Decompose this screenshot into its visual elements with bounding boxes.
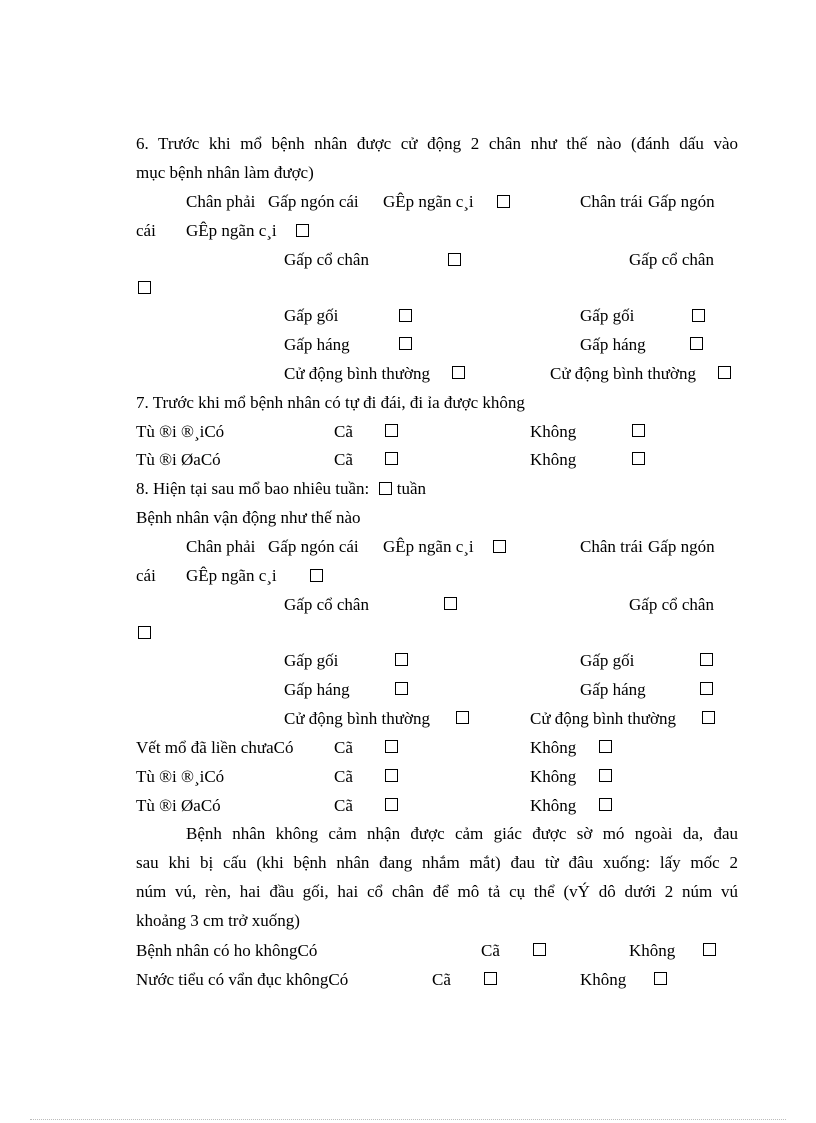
urine-no-checkbox[interactable]	[654, 972, 667, 985]
q8-weeks-unit: tuần	[396, 479, 427, 498]
q6-left-normal-label: Cử động bình thường	[550, 364, 696, 383]
sensation-line4: khoảng 3 cm trở xuống)	[136, 911, 300, 930]
post-urinate-label: Tù ®i ®¸iCó	[136, 767, 225, 786]
q6-title-line2: mục bệnh nhân làm được)	[136, 163, 314, 182]
cough-no-checkbox[interactable]	[703, 943, 716, 956]
q6-right-ankle-label: Gấp cổ chân	[284, 250, 369, 269]
q6-left-hip-checkbox[interactable]	[690, 337, 703, 350]
cough-yes-checkbox[interactable]	[533, 943, 546, 956]
q6-title-line1: 6. Trước khi mổ bệnh nhân được cử động 2 chân như thế nào (đánh dấu vào	[136, 134, 738, 153]
wound-yes-checkbox[interactable]	[385, 740, 398, 753]
q8-right-toe-flex: GÊp ngãn c¸i	[383, 537, 474, 556]
q7-defecate-yes-checkbox[interactable]	[385, 452, 398, 465]
sensation-line1: Bệnh nhân không cảm nhận được cảm giác được sờ mó ngoài da, đau	[186, 824, 738, 843]
q6-left-thumb-flex-start: Gấp ngón	[648, 192, 715, 211]
q6-right-thumb-flex: Gấp ngón cái	[268, 192, 359, 211]
sensation-line3: núm vú, rèn, hai đầu gối, hai cổ chân để mô tả cụ thể (vÝ dô dưới 2 núm vú	[136, 882, 738, 901]
urine-yes-checkbox[interactable]	[484, 972, 497, 985]
q6-right-normal-checkbox[interactable]	[452, 366, 465, 379]
q8-left-hip-label: Gấp háng	[580, 680, 646, 699]
page-bottom-divider	[30, 1119, 786, 1120]
cough-no: Không	[629, 941, 676, 960]
q8-subtitle: Bệnh nhân vận động như thế nào	[136, 508, 361, 527]
q7-title: 7. Trước khi mổ bệnh nhân có tự đi đái, đi ỉa được không	[136, 393, 525, 412]
q6-left-toe-flex: GÊp ngãn c¸i	[186, 221, 277, 240]
q8-right-normal-checkbox[interactable]	[456, 711, 469, 724]
q6-right-hip-label: Gấp háng	[284, 335, 350, 354]
q8-left-knee-label: Gấp gối	[580, 651, 635, 670]
q6-right-leg-label: Chân phải	[186, 192, 256, 211]
wound-no: Không	[530, 738, 577, 757]
post-urinate-no-checkbox[interactable]	[599, 769, 612, 782]
post-urinate-yes: Cã	[334, 767, 353, 786]
q7-urinate-no-checkbox[interactable]	[632, 424, 645, 437]
q6-left-hip-label: Gấp háng	[580, 335, 646, 354]
cough-label: Bệnh nhân có ho khôngCó	[136, 941, 318, 960]
q6-right-normal-label: Cử động bình thường	[284, 364, 430, 383]
q6-right-toe-checkbox[interactable]	[497, 195, 510, 208]
q8-title-text: 8. Hiện tại sau mổ bao nhiêu tuần:	[136, 479, 370, 498]
q6-left-leg-label: Chân trái	[580, 192, 643, 211]
q8-right-ankle-checkbox[interactable]	[444, 597, 457, 610]
q8-right-toe-checkbox[interactable]	[493, 540, 506, 553]
sensation-line2: sau khi bị cấu (khi bệnh nhân đang nhắm mắt) đau từ đâu xuống: lấy mốc 2	[136, 853, 738, 872]
post-defecate-label: Tù ®i ØaCó	[136, 796, 221, 815]
wound-yes: Cã	[334, 738, 353, 757]
wound-no-checkbox[interactable]	[599, 740, 612, 753]
q6-left-knee-label: Gấp gối	[580, 306, 635, 325]
q8-right-knee-label: Gấp gối	[284, 651, 339, 670]
post-defecate-no: Không	[530, 796, 577, 815]
q8-left-leg-label: Chân trái	[580, 537, 643, 556]
q8-left-thumb-flex-end: cái	[136, 566, 156, 585]
q6-right-knee-checkbox[interactable]	[399, 309, 412, 322]
q8-right-normal-label: Cử động bình thường	[284, 709, 430, 728]
post-defecate-no-checkbox[interactable]	[599, 798, 612, 811]
q6-left-thumb-flex-end: cái	[136, 221, 156, 240]
urine-yes: Cã	[432, 970, 451, 989]
wound-label: Vết mổ đã liền chưaCó	[136, 738, 294, 757]
q6-right-toe-flex: GÊp ngãn c¸i	[383, 192, 474, 211]
q6-left-ankle-checkbox[interactable]	[138, 281, 151, 294]
q7-urinate-no: Không	[530, 422, 577, 441]
q8-right-hip-label: Gấp háng	[284, 680, 350, 699]
q8-left-normal-label: Cử động bình thường	[530, 709, 676, 728]
q7-urinate-label: Tù ®i ®¸iCó	[136, 422, 225, 441]
q8-right-hip-checkbox[interactable]	[395, 682, 408, 695]
q8-left-ankle-checkbox[interactable]	[138, 626, 151, 639]
q6-right-hip-checkbox[interactable]	[399, 337, 412, 350]
q7-defecate-yes: Cã	[334, 450, 353, 469]
q7-defecate-label: Tù ®i ØaCó	[136, 450, 221, 469]
cough-yes: Cã	[481, 941, 500, 960]
q8-left-toe-checkbox[interactable]	[310, 569, 323, 582]
post-urinate-yes-checkbox[interactable]	[385, 769, 398, 782]
q8-left-hip-checkbox[interactable]	[700, 682, 713, 695]
q8-left-toe-flex: GÊp ngãn c¸i	[186, 566, 277, 585]
q8-left-knee-checkbox[interactable]	[700, 653, 713, 666]
q6-left-normal-checkbox[interactable]	[718, 366, 731, 379]
q6-left-toe-checkbox[interactable]	[296, 224, 309, 237]
q8-title	[136, 479, 426, 499]
q8-weeks-checkbox[interactable]	[379, 482, 392, 495]
post-urinate-no: Không	[530, 767, 577, 786]
q8-right-leg-label: Chân phải	[186, 537, 256, 556]
q8-left-thumb-flex-start: Gấp ngón	[648, 537, 715, 556]
q7-urinate-yes-checkbox[interactable]	[385, 424, 398, 437]
post-defecate-yes: Cã	[334, 796, 353, 815]
urine-label: Nước tiểu có vẩn đục khôngCó	[136, 970, 349, 989]
q8-left-ankle-label: Gấp cổ chân	[629, 595, 714, 614]
q8-left-normal-checkbox[interactable]	[702, 711, 715, 724]
post-defecate-yes-checkbox[interactable]	[385, 798, 398, 811]
q8-right-thumb-flex: Gấp ngón cái	[268, 537, 359, 556]
q7-urinate-yes: Cã	[334, 422, 353, 441]
q8-right-ankle-label: Gấp cổ chân	[284, 595, 369, 614]
q6-left-ankle-label: Gấp cổ chân	[629, 250, 714, 269]
q7-defecate-no: Không	[530, 450, 577, 469]
q8-right-knee-checkbox[interactable]	[395, 653, 408, 666]
q6-right-ankle-checkbox[interactable]	[448, 253, 461, 266]
q6-left-knee-checkbox[interactable]	[692, 309, 705, 322]
urine-no: Không	[580, 970, 627, 989]
q6-right-knee-label: Gấp gối	[284, 306, 339, 325]
q7-defecate-no-checkbox[interactable]	[632, 452, 645, 465]
